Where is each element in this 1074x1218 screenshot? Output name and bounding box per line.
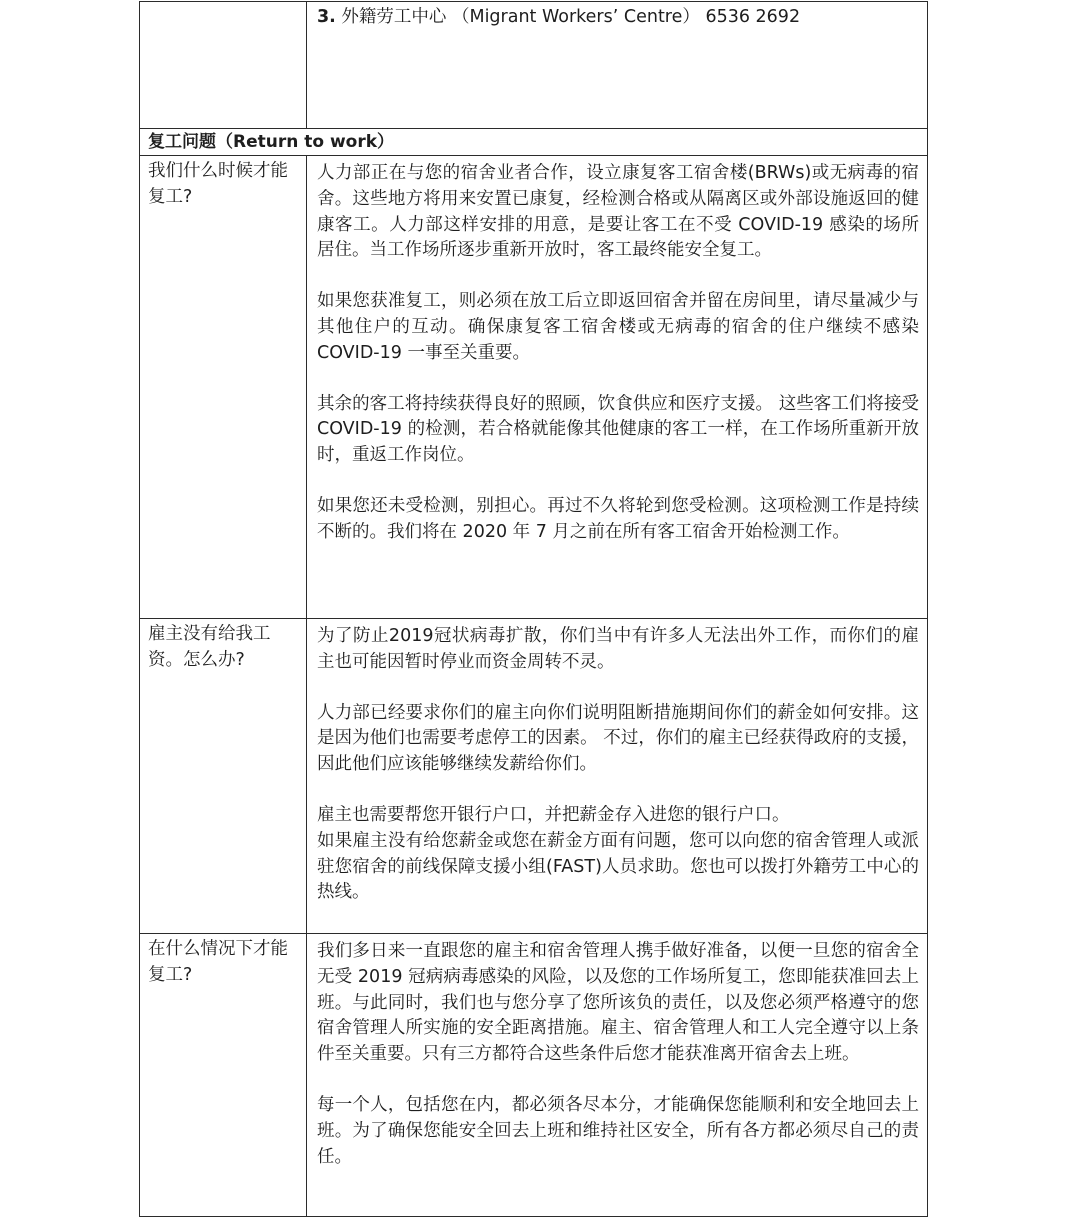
question-text: 在什么情况下才能复工? xyxy=(148,939,288,985)
answer-cell xyxy=(307,156,928,619)
faq-row xyxy=(140,619,928,934)
question-cell xyxy=(140,934,307,1217)
question-text: 雇主没有给我工资。怎么办? xyxy=(148,624,271,670)
answer-paragraph: 人力部正在与您的宿舍业者合作，设立康复客工宿舍楼(BRWs)或无病毒的宿舍。这些地方将用来安置已康复，经检测合格或从隔离区或外部设施返回的健康客工。人力部这样安排的用意，是要让客工在不受 COVID-19 感染的场所居住。当工作场所逐步重新开放时，客工最终能安全复工。 xyxy=(317,163,919,261)
question-cell xyxy=(140,619,307,934)
answer xyxy=(307,156,927,546)
answer-paragraph: 如果您获准复工，则必须在放工后立即返回宿舍并留在房间里，请尽量减少与其他住户的互动。确保康复客工宿舍楼或无病毒的宿舍的住户继续不感染 COVID-19 一事至关重要。 xyxy=(317,291,919,363)
answer-paragraph: 如果雇主没有给您薪金或您在薪金方面有问题，您可以向您的宿舍管理人或派驻您宿舍的前线保障支援小组(FAST)人员求助。您也可以拨打外籍劳工中心的热线。 xyxy=(317,830,919,903)
question-text: 我们什么时候才能复工? xyxy=(148,161,288,207)
answer-cell xyxy=(307,619,928,934)
contact-text: 外籍劳工中心 （Migrant Workers’ Centre） 6536 2692 xyxy=(341,7,801,27)
question-cell xyxy=(140,156,307,619)
answer-paragraph: 每一个人，包括您在内，都必须各尽本分，才能确保您能顺利和安全地回去上班。为了确保您能安全回去上班和维持社区安全，所有各方都必须尽自己的责任。 xyxy=(317,1094,919,1167)
answer xyxy=(307,619,927,906)
contact-number: 3. xyxy=(317,7,336,27)
contact-row-empty-cell xyxy=(140,2,307,129)
answer-paragraph: 人力部已经要求你们的雇主向你们说明阻断措施期间你们的薪金如何安排。这是因为他们也需要考虑停工的因素。 不过，你们的雇主已经获得政府的支援，因此他们应该能够继续发薪给你们。 xyxy=(317,702,919,775)
section-heading: 复工问题（Return to work） xyxy=(148,132,395,152)
section-heading-row xyxy=(140,129,928,156)
answer-paragraph: 雇主也需要帮您开银行户口，并把薪金存入进您的银行户口。 xyxy=(317,804,790,825)
answer-paragraph: 为了防止2019冠状病毒扩散，你们当中有许多人无法出外工作，而你们的雇主也可能因暂时停业而资金周转不灵。 xyxy=(317,626,919,672)
section-heading-cell xyxy=(140,129,928,156)
answer-paragraph: 如果您还未受检测，别担心。再过不久将轮到您受检测。这项检测工作是持续不断的。我们将在 2020 年 7 月之前在所有客工宿舍开始检测工作。 xyxy=(317,495,919,542)
contact-row xyxy=(140,2,928,129)
answer-paragraph: 其余的客工将持续获得良好的照顾，饮食供应和医疗支援。 这些客工们将接受 COVID-19 的检测，若合格就能像其他健康的客工一样，在工作场所重新开放时，重返工作岗位。 xyxy=(317,393,919,466)
faq-row xyxy=(140,934,928,1217)
faq-table xyxy=(139,1,928,1217)
contact-line xyxy=(307,2,927,31)
contact-cell xyxy=(307,2,928,129)
answer-cell xyxy=(307,934,928,1217)
answer xyxy=(307,934,927,1170)
faq-row xyxy=(140,156,928,619)
answer-paragraph: 我们多日来一直跟您的雇主和宿舍管理人携手做好准备，以便一旦您的宿舍全无受 2019 冠病病毒感染的风险，以及您的工作场所复工，您即能获准回去上班。与此同时，我们也与您分享了您所该负的责任，以及您必须严格遵守的您宿舍管理人所实施的安全距离措施。雇主、宿舍管理人和工人完全遵守以上条件至关重要。只有三方都符合这些条件后您才能获准离开宿舍去上班。 xyxy=(317,941,919,1065)
